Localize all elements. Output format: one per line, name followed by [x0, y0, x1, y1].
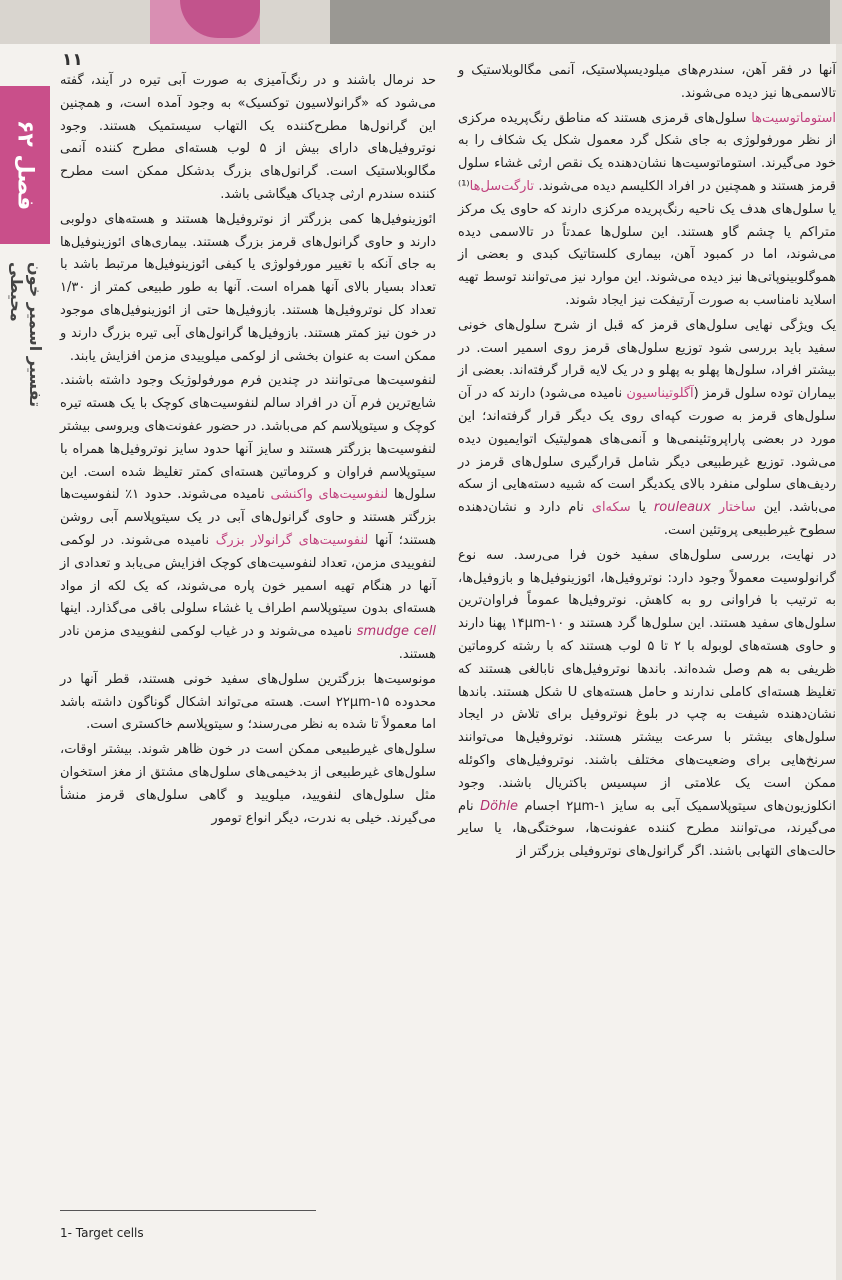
text-run: حد نرمال باشند و در رنگ‌آمیزی به صورت آبی تیره در آیند، گفته می‌شود که «گرانولاسیون توکسیک» به وجود آمده است، و همچنین این گرانول‌ها مطرح‌کننده یک التهاب سیستمیک هستند. وجود نوتروفیل‌های دارای بیش از ۵ لوب هسته‌ای مطرح کننده آنمی مگالوبلاستیک است. گرانول‌های بزرگ بدشکل ممکن است مطرح کننده سندرم ارثی چدیاک هیگاشی باشد.	[60, 73, 436, 202]
paragraph	[60, 669, 436, 737]
right-text-column	[458, 60, 836, 866]
paragraph	[458, 108, 836, 313]
paragraph	[458, 60, 836, 106]
highlighted-term: ساختار	[718, 500, 756, 516]
text-run: یا	[630, 500, 654, 516]
grey-photo-box	[330, 0, 830, 48]
page-edge	[836, 44, 842, 1280]
left-text-column	[60, 70, 436, 832]
text-run: نامیده می‌شوند. حدود ۱٪ لنفوسیت‌ها بزرگتر هستند و حاوی گرانول‌های آبی در یک سیتوپلاسم آبی روشن هستند؛ آنها	[60, 487, 436, 548]
text-run: نام می‌گیرند، می‌توانند مطرح کننده عفونت‌ها، سوختگی‌ها، یا سایر حالت‌های التهابی باشند. اگر گرانول‌های نوتروفیلی بزرگتر از	[458, 798, 836, 860]
text-run: سلول‌های قرمزی هستند که مناطق رنگ‌پریده مرکزی از نظر مورفولوژی به جای شکل گرد معمول شکل یک شکاف را به خود می‌گیرند. استوماتوسیت‌ها نشان‌دهنده یک نقص ارثی غشاء سلول قرمز هستند و همچنین در افراد الکلیسم دیده می‌شوند.	[458, 110, 836, 194]
text-run: مونوسیت‌ها بزرگترین سلول‌های سفید خونی هستند، قطر آنها در محدوده ۲۲μm-۱۵ است. هسته می‌تواند اشکال گوناگون داشته باشد اما معمولاً تا شده به نظر می‌رسند؛ و سیتوپلاسم خاکستری است.	[60, 671, 436, 733]
latin-term: smudge cell	[356, 624, 436, 640]
text-run: یک ویژگی نهایی سلول‌های قرمز که قبل از شرح سلول‌های خونی سفید باید بررسی شود توزیع سلول‌های قرمز روی اسمیر است. در بیشتر افراد، سلول‌ها پهلو به پهلو و در یک لایه قرار گرفته‌اند. بعضی از بیماران توده سلول قرمز (	[458, 317, 836, 402]
book-title-vertical: تفسیر اسمیر خون محیطی	[7, 262, 45, 408]
text-run: لنفوسیت‌ها می‌توانند در چندین فرم مورفولوژیک وجود داشته باشند. شایع‌ترین فرم آن در افراد سالم لنفوسیت‌های کوچک با یک هسته تیره کوچک و سیتوپلاسم کم می‌باشد. در حضور عفونت‌های ویروسی بیشتر لنفوسیت‌ها بزرگتر هستند و سایز آنها حدود سایز نوتروفیل‌ها همراه با سیتوپلاسم فراوان و کروماتین هسته‌ای کمتر تغلیظ شده است. این سلول‌ها	[60, 373, 436, 503]
highlighted-term: آگلوتیناسیون	[626, 386, 694, 402]
highlighted-term: لنفوسیت‌های گرانولار بزرگ	[215, 532, 369, 548]
paragraph	[60, 70, 436, 207]
chapter-tab-label: فصل ۶۲	[12, 119, 38, 211]
text-run: نامیده می‌شوند و در غیاب لوکمی لنفوییدی مزمن نادر هستند.	[60, 624, 436, 662]
text-run	[711, 500, 719, 515]
text-run: سلول‌های غیرطبیعی ممکن است در خون ظاهر شوند. بیشتر اوقات، سلول‌های غیرطبیعی از بدخیمی‌های سلول‌های مشتق از مغز استخوان مثل سلول‌های لنفویید، میلویید و گاهی سلول‌های قرمز منشأ می‌گیرند. خیلی به ندرت، دیگر انواع تومور	[60, 742, 436, 826]
latin-term: Döhle	[480, 798, 518, 814]
text-run: نام دارد و نشان‌دهنده سطوح غیرطبیعی پروتئین است.	[458, 500, 836, 538]
latin-term: rouleaux	[653, 500, 711, 516]
paragraph	[60, 209, 436, 369]
highlighted-term: سکه‌ای	[591, 500, 631, 516]
text-run: آنها در فقر آهن، سندرم‌های میلودیسپلاستیک، آنمی مگالوبلاستیک و تالاسمی‌ها نیز دیده می‌شوند.	[458, 63, 836, 101]
paragraph	[60, 370, 436, 666]
highlighted-term: استوماتوسیت‌ها	[751, 110, 836, 126]
page-number: ۱۱	[62, 50, 83, 70]
text-run: نامیده می‌شوند. در لوکمی لنفوییدی مزمن، تعداد لنفوسیت‌های کوچک افزایش می‌یابد و تعدادی از آنها در هنگام تهیه اسمیر خون پاره می‌شوند، که یک لکه از مواد هسته‌ای بدون سیتوپلاسم اطراف یا غشاء سلولی باقی می‌گذارد. اینها	[60, 532, 436, 617]
text-run: نامیده می‌شود) دارند که در آن سلول‌های قرمز به صورت کپه‌ای روی یک دیگر قرار گرفته‌اند؛ این مورد در بعضی پاراپروتئینمی‌ها و آنمی‌های همولیتیک اتوایمیون دیده می‌شود. توزیع غیرطبیعی دیگر شامل قرارگیری سلول‌های قرمز در ردیف‌های سلولی منفرد بالای یکدیگر است که شبیه دسته‌هایی از سکه می‌باشد. این	[458, 386, 836, 516]
paragraph	[458, 315, 836, 543]
paragraph	[458, 545, 836, 864]
highlighted-term: تارگت‌سل‌ها	[469, 178, 534, 194]
highlighted-term: لنفوسیت‌های واکنشی	[270, 487, 389, 503]
footnote: 1- Target cells	[60, 1226, 144, 1240]
text-run: ائوزینوفیل‌ها کمی بزرگتر از نوتروفیل‌ها هستند و هسته‌های دولوبی دارند و حاوی گرانول‌های قرمز بزرگ هستند. بیماری‌های ائوزینوفیل‌ها به جای آنکه با تغییر مورفولوژی یا کیفی ائوزینوفیل‌ها مرتبط باشد با تعداد بسیار بالای آنها همراه است. آنها به طور طبیعی کمتر از ۱/۳۰ تعداد کل نوتروفیل‌ها هستند. بازوفیل‌ها حتی از ائوزینوفیل‌های موجود در خون نیز کمتر هستند. بازوفیل‌ها گرانول‌های آبی تیره بزرگ دارند و ممکن است به عنوان بخشی از لوکمی میلوییدی مزمن افزایش یابند.	[60, 211, 436, 364]
text-run: در نهایت، بررسی سلول‌های سفید خون فرا می‌رسد. سه نوع گرانولوسیت معمولاً وجود دارد: نوتروفیل‌ها، ائوزینوفیل‌ها و بازوفیل‌ها، به ترتیب با فراوانی رو به کاهش. نوتروفیل‌ها عموماً فراوان‌ترین سلول‌های سفید هستند. این سلول‌ها گرد هستند و ۱۴μm-۱۰ پهنا دارند و حاوی هسته‌های لوبوله با ۲ تا ۵ لوب هستند که با رشته کروماتین ظریفی به هم وصل شده‌اند. باندها نوتروفیل‌های نابالغی هستند که تغلیظ هسته‌ای کاملی ندارند و حامل هسته‌های U شکل هستند. باندها نشان‌دهنده شیفت به چپ در بلوغ نوتروفیل برای تلاش در ایجاد سلول‌های بیشتر با سرعت بیشتر هستند. نوتروفیل‌ها می‌توانند سرنخ‌هایی برای وضعیت‌های مختلف باشند. نوتروفیل‌های واکوئله ممکن است یک علامتی از سپسیس باکتریال باشند. وجود انکلوزیون‌های سیتوپلاسمیک آبی به سایز ۲μm-۱ اجسام	[458, 547, 837, 814]
paragraph	[60, 739, 436, 830]
text-run: ⁽¹⁾ یا سلول‌های هدف یک ناحیه رنگ‌پریده مرکزی دارند که حاوی یک مرکز متراکم یا چشم گاو هستند. این سلول‌ها عمدتاً در تالاسمی دیده می‌شوند، اما در کمبود آهن، بیماری کلستاتیک کبدی و بعضی از هموگلوبینوپاتی‌ها نیز دیده می‌شوند. این موارد نیز می‌توانند توسط تهیه اسلاید نامناسب به صورت آرتیفکت نیز ایجاد شوند.	[458, 178, 836, 308]
footnote-divider	[60, 1210, 316, 1211]
